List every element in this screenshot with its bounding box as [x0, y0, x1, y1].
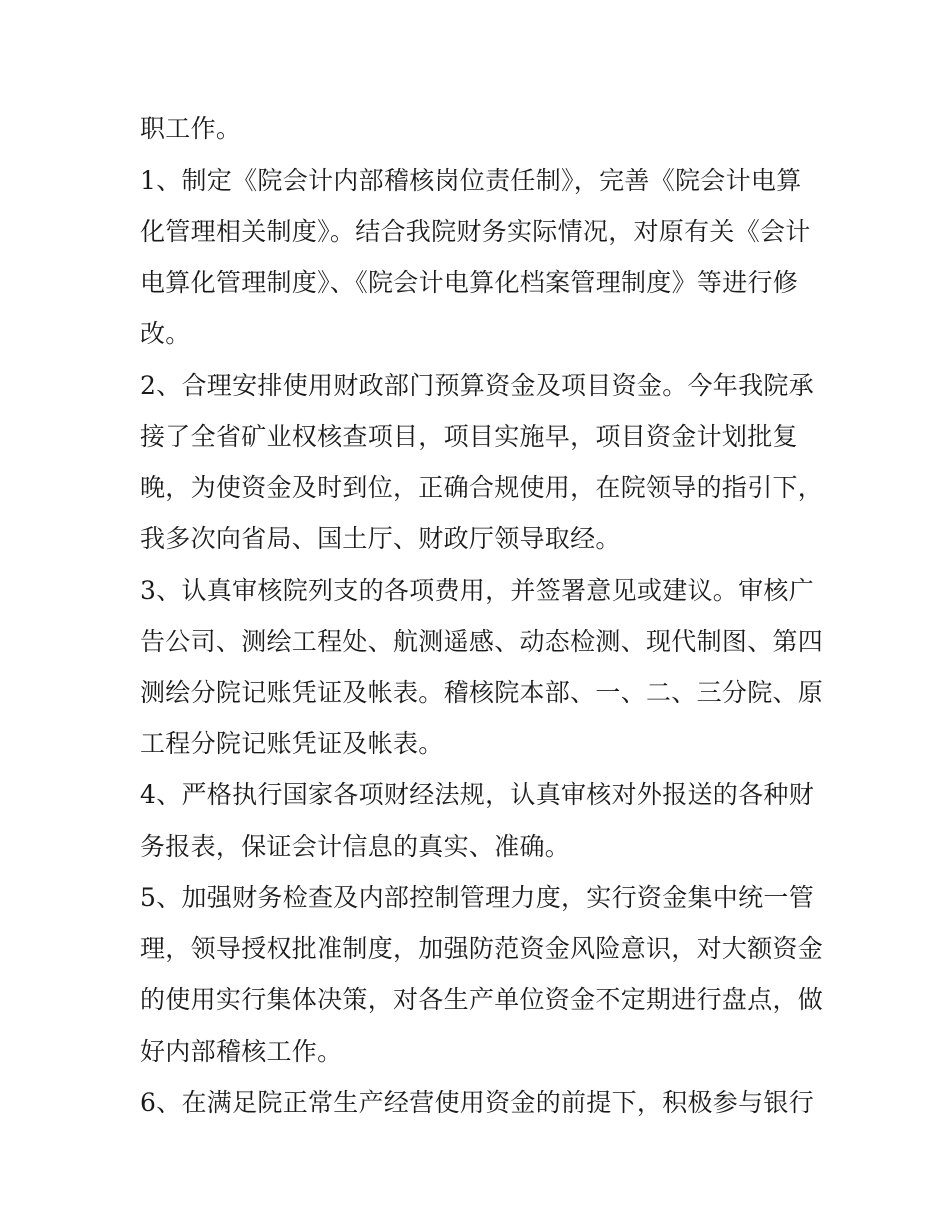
paragraph-line: 务报表，保证会计信息的真实、准确。: [140, 832, 571, 861]
paragraph-line: 1、制定《院会计内部稽核岗位责任制》，完善《院会计电算: [140, 166, 802, 195]
paragraph-line: 告公司、测绘工程处、航测遥感、动态检测、现代制图、第四: [140, 627, 824, 656]
paragraph-line: 接了全省矿业权核查项目，项目实施早，项目资金计划批复: [140, 422, 798, 451]
paragraph-line: 2、合理安排使用财政部门预算资金及项目资金。今年我院承: [140, 371, 815, 400]
paragraph-line: 测绘分院记账凭证及帐表。稽核院本部、一、二、三分院、原: [140, 678, 824, 707]
paragraph-line: 晚，为使资金及时到位，正确合规使用，在院领导的指引下，: [140, 473, 824, 502]
paragraph-line: 改。: [140, 319, 191, 348]
paragraph-line: 4、严格执行国家各项财经法规，认真审核对外报送的各种财: [140, 780, 815, 809]
paragraph-line: 好内部稽核工作。: [140, 1037, 343, 1066]
paragraph-line: 电算化管理制度》、《院会计电算化档案管理制度》等进行修: [140, 268, 799, 297]
paragraph-line: 工程分院记账凭证及帐表。: [140, 729, 444, 758]
paragraph-line: 的使用实行集体决策，对各生产单位资金不定期进行盘点，做: [140, 985, 824, 1014]
paragraph-line: 5、加强财务检查及内部控制管理力度，实行资金集中统一管: [140, 883, 815, 912]
paragraph-line: 3、认真审核院列支的各项费用，并签署意见或建议。审核广: [140, 576, 815, 605]
paragraph-line: 职工作。: [140, 114, 242, 143]
paragraph-line: 化管理相关制度》。结合我院财务实际情况，对原有关《会计: [140, 217, 811, 246]
paragraph-line: 6、在满足院正常生产经营使用资金的前提下，积极参与银行: [140, 1088, 815, 1117]
paragraph-line: 理，领导授权批准制度，加强防范资金风险意识，对大额资金: [140, 934, 824, 963]
paragraph-line: 我多次向省局、国土厅、财政厅领导取经。: [140, 524, 621, 553]
